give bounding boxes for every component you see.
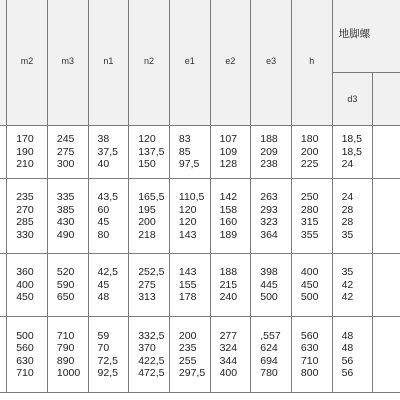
cell-value: 330 — [16, 228, 34, 241]
cell-value: 694 — [260, 354, 278, 367]
cell-value: 200 — [178, 329, 197, 342]
table-cell-e1 — [169, 254, 210, 317]
cell-value: 630 — [300, 342, 319, 354]
cell-value: 398 — [260, 266, 278, 279]
cell-value: 120 — [178, 216, 197, 228]
cell-value: 500 — [300, 291, 319, 304]
cell-value: 293 — [260, 203, 278, 216]
cell-value: 128 — [219, 158, 238, 171]
cell-value: 520 — [56, 266, 75, 279]
cell-value: 245 — [56, 133, 75, 146]
cell-value: 1000 — [56, 367, 81, 379]
cell-value: 560 — [300, 329, 319, 342]
cell-value: 297,5 — [178, 367, 206, 379]
cell-value: 400 — [16, 278, 34, 291]
header-e2: e2 — [210, 0, 251, 126]
cell-value: 120 — [138, 133, 156, 146]
table-cell-e2 — [210, 317, 251, 393]
cell-value: 240 — [219, 291, 238, 304]
cell-value: 560 — [16, 342, 34, 354]
cell-value: 344 — [219, 354, 238, 367]
cell-value: 42 — [341, 278, 354, 291]
cell-value: 450 — [16, 291, 34, 304]
table-cell-d3 — [332, 179, 373, 254]
header-e3: e3 — [251, 0, 292, 126]
header-d3: d3 — [332, 73, 373, 126]
cell-value: 275 — [138, 278, 156, 291]
table-cell-d3 — [332, 254, 373, 317]
cell-value: 332,5 — [138, 329, 165, 342]
table-cell-m3 — [47, 254, 88, 317]
row-stub — [0, 317, 7, 393]
header-n2: n2 — [129, 0, 170, 126]
cell-value: 590 — [56, 278, 75, 291]
cell-value: 110,5 — [178, 191, 205, 203]
table-cell-blank — [373, 254, 400, 317]
cell-value: 28 — [341, 216, 354, 228]
cell-value: 190 — [16, 145, 34, 158]
table-body — [0, 126, 400, 393]
table-cell-e2 — [210, 126, 251, 179]
cell-value: 170 — [16, 133, 34, 146]
header-blank — [373, 73, 400, 126]
cell-value: 42,5 — [97, 266, 118, 279]
header-e1: e1 — [169, 0, 210, 126]
cell-value: 280 — [300, 203, 319, 216]
cell-value: 59 — [97, 329, 110, 342]
table-cell-e3 — [251, 179, 292, 254]
cell-value: 624 — [260, 342, 278, 354]
header-m3: m3 — [47, 0, 88, 126]
cell-value: 422,5 — [138, 354, 165, 367]
cell-value: 385 — [56, 203, 75, 216]
table-cell-m3 — [47, 317, 88, 393]
cell-value: 360 — [16, 266, 34, 279]
table-cell-e2 — [210, 179, 251, 254]
cell-value: 24 — [341, 191, 354, 203]
cell-value: 189 — [219, 228, 238, 241]
cell-value: 315 — [300, 216, 319, 228]
cell-value: 43,5 — [97, 191, 118, 203]
cell-value: 445 — [260, 278, 278, 291]
cell-value: 24 — [341, 158, 354, 171]
row-stub — [0, 126, 7, 179]
cell-value: 150 — [138, 158, 156, 171]
cell-value: 178 — [178, 291, 197, 304]
cell-value: 180 — [300, 133, 319, 146]
table-cell-d3 — [332, 126, 373, 179]
cell-value: 710 — [56, 329, 75, 342]
cell-value: 83 — [178, 133, 191, 146]
cell-value: 48 — [341, 329, 354, 342]
table-cell-m2 — [7, 317, 48, 393]
table-cell-n2 — [129, 317, 170, 393]
cell-value: 490 — [56, 228, 75, 241]
cell-value: 210 — [16, 158, 34, 171]
table-cell-m2 — [7, 126, 48, 179]
cell-value: 630 — [16, 354, 34, 367]
table-cell-h — [291, 126, 332, 179]
header-anchor-bolt-group: 地脚螺 — [332, 0, 400, 73]
table-row — [0, 179, 400, 254]
cell-value: 107 — [219, 133, 238, 146]
cell-value: ,557 — [260, 329, 281, 342]
cell-value: 165,5 — [138, 191, 165, 203]
cell-value: 263 — [260, 191, 278, 203]
cell-value: 780 — [260, 367, 278, 379]
cell-value: 285 — [16, 216, 34, 228]
cell-value: 400 — [300, 266, 319, 279]
cell-value: 890 — [56, 354, 75, 367]
table-cell-n1 — [88, 179, 129, 254]
table-cell-blank — [373, 317, 400, 393]
cell-value: 252,5 — [138, 266, 165, 279]
cell-value: 313 — [138, 291, 156, 304]
cell-value: 137,5 — [138, 145, 165, 158]
cell-value: 225 — [300, 158, 319, 171]
cell-value: 155 — [178, 278, 197, 291]
cell-value: 109 — [219, 145, 238, 158]
cell-value: 710 — [300, 354, 319, 367]
cell-value: 35 — [341, 228, 354, 241]
table-cell-n2 — [129, 254, 170, 317]
table-row — [0, 317, 400, 393]
table-cell-e3 — [251, 254, 292, 317]
cell-value: 188 — [260, 133, 278, 146]
cell-value: 40 — [97, 158, 110, 171]
cell-value: 143 — [178, 266, 197, 279]
cell-value: 324 — [219, 342, 238, 354]
cell-value: 209 — [260, 145, 278, 158]
cell-value: 300 — [56, 158, 75, 171]
cell-value: 60 — [97, 203, 110, 216]
header-h: h — [291, 0, 332, 126]
cell-value: 710 — [16, 367, 34, 379]
cell-value: 158 — [219, 203, 238, 216]
cell-value: 270 — [16, 203, 34, 216]
table-cell-m3 — [47, 179, 88, 254]
cell-value: 37,5 — [97, 145, 118, 158]
table-cell-h — [291, 317, 332, 393]
cell-value: 97,5 — [178, 158, 200, 171]
table-cell-m3 — [47, 126, 88, 179]
cell-value: 215 — [219, 278, 238, 291]
table-cell-e1 — [169, 126, 210, 179]
cell-value: 235 — [178, 342, 197, 354]
cell-value: 45 — [97, 278, 110, 291]
cell-value: 18,5 — [341, 145, 363, 158]
cell-value: 218 — [138, 228, 156, 241]
cell-value: 800 — [300, 367, 319, 379]
table-cell-h — [291, 179, 332, 254]
cell-value: 56 — [341, 367, 354, 379]
table-header — [0, 0, 400, 126]
cell-value: 188 — [219, 266, 238, 279]
table-cell-d3 — [332, 317, 373, 393]
cell-value: 355 — [300, 228, 319, 241]
table-cell-n1 — [88, 126, 129, 179]
cell-value: 92,5 — [97, 367, 118, 379]
header-stub — [0, 0, 7, 126]
table-cell-m2 — [7, 254, 48, 317]
table-cell-h — [291, 254, 332, 317]
cell-value: 500 — [16, 329, 34, 342]
table-row — [0, 126, 400, 179]
table-row — [0, 254, 400, 317]
table-cell-e2 — [210, 254, 251, 317]
table-cell-blank — [373, 179, 400, 254]
cell-value: 250 — [300, 191, 319, 203]
cell-value: 200 — [300, 145, 319, 158]
cell-value: 195 — [138, 203, 156, 216]
cell-value: 28 — [341, 203, 354, 216]
cell-value: 72,5 — [97, 354, 118, 367]
cell-value: 48 — [97, 291, 110, 304]
table-cell-n2 — [129, 179, 170, 254]
table-cell-n1 — [88, 254, 129, 317]
cell-value: 323 — [260, 216, 278, 228]
cell-value: 142 — [219, 191, 238, 203]
cell-value: 472,5 — [138, 367, 165, 379]
row-stub — [0, 179, 7, 254]
cell-value: 277 — [219, 329, 238, 342]
cell-value: 650 — [56, 291, 75, 304]
table-cell-e3 — [251, 317, 292, 393]
cell-value: 38 — [97, 133, 110, 146]
cell-value: 370 — [138, 342, 156, 354]
table-cell-blank — [373, 126, 400, 179]
table-cell-e1 — [169, 179, 210, 254]
table-cell-n2 — [129, 126, 170, 179]
cell-value: 80 — [97, 228, 110, 241]
row-stub — [0, 254, 7, 317]
cell-value: 45 — [97, 216, 110, 228]
cell-value: 35 — [341, 266, 354, 279]
cell-value: 364 — [260, 228, 278, 241]
cell-value: 275 — [56, 145, 75, 158]
cell-value: 500 — [260, 291, 278, 304]
cell-value: 143 — [178, 228, 197, 241]
cell-value: 160 — [219, 216, 238, 228]
table-cell-m2 — [7, 179, 48, 254]
cell-value: 450 — [300, 278, 319, 291]
cell-value: 56 — [341, 354, 354, 367]
header-n1: n1 — [88, 0, 129, 126]
table-cell-e1 — [169, 317, 210, 393]
cell-value: 790 — [56, 342, 75, 354]
cell-value: 400 — [219, 367, 238, 379]
cell-value: 70 — [97, 342, 110, 354]
header-m2: m2 — [7, 0, 48, 126]
cell-value: 235 — [16, 191, 34, 203]
cell-value: 18,5 — [341, 133, 363, 146]
cell-value: 335 — [56, 191, 75, 203]
cell-value: 120 — [178, 203, 197, 216]
cell-value: 430 — [56, 216, 75, 228]
table-cell-n1 — [88, 317, 129, 393]
cell-value: 85 — [178, 145, 191, 158]
cell-value: 48 — [341, 342, 354, 354]
cell-value: 238 — [260, 158, 278, 171]
cell-value: 255 — [178, 354, 197, 367]
cell-value: 200 — [138, 216, 156, 228]
table-cell-e3 — [251, 126, 292, 179]
cell-value: 42 — [341, 291, 354, 304]
